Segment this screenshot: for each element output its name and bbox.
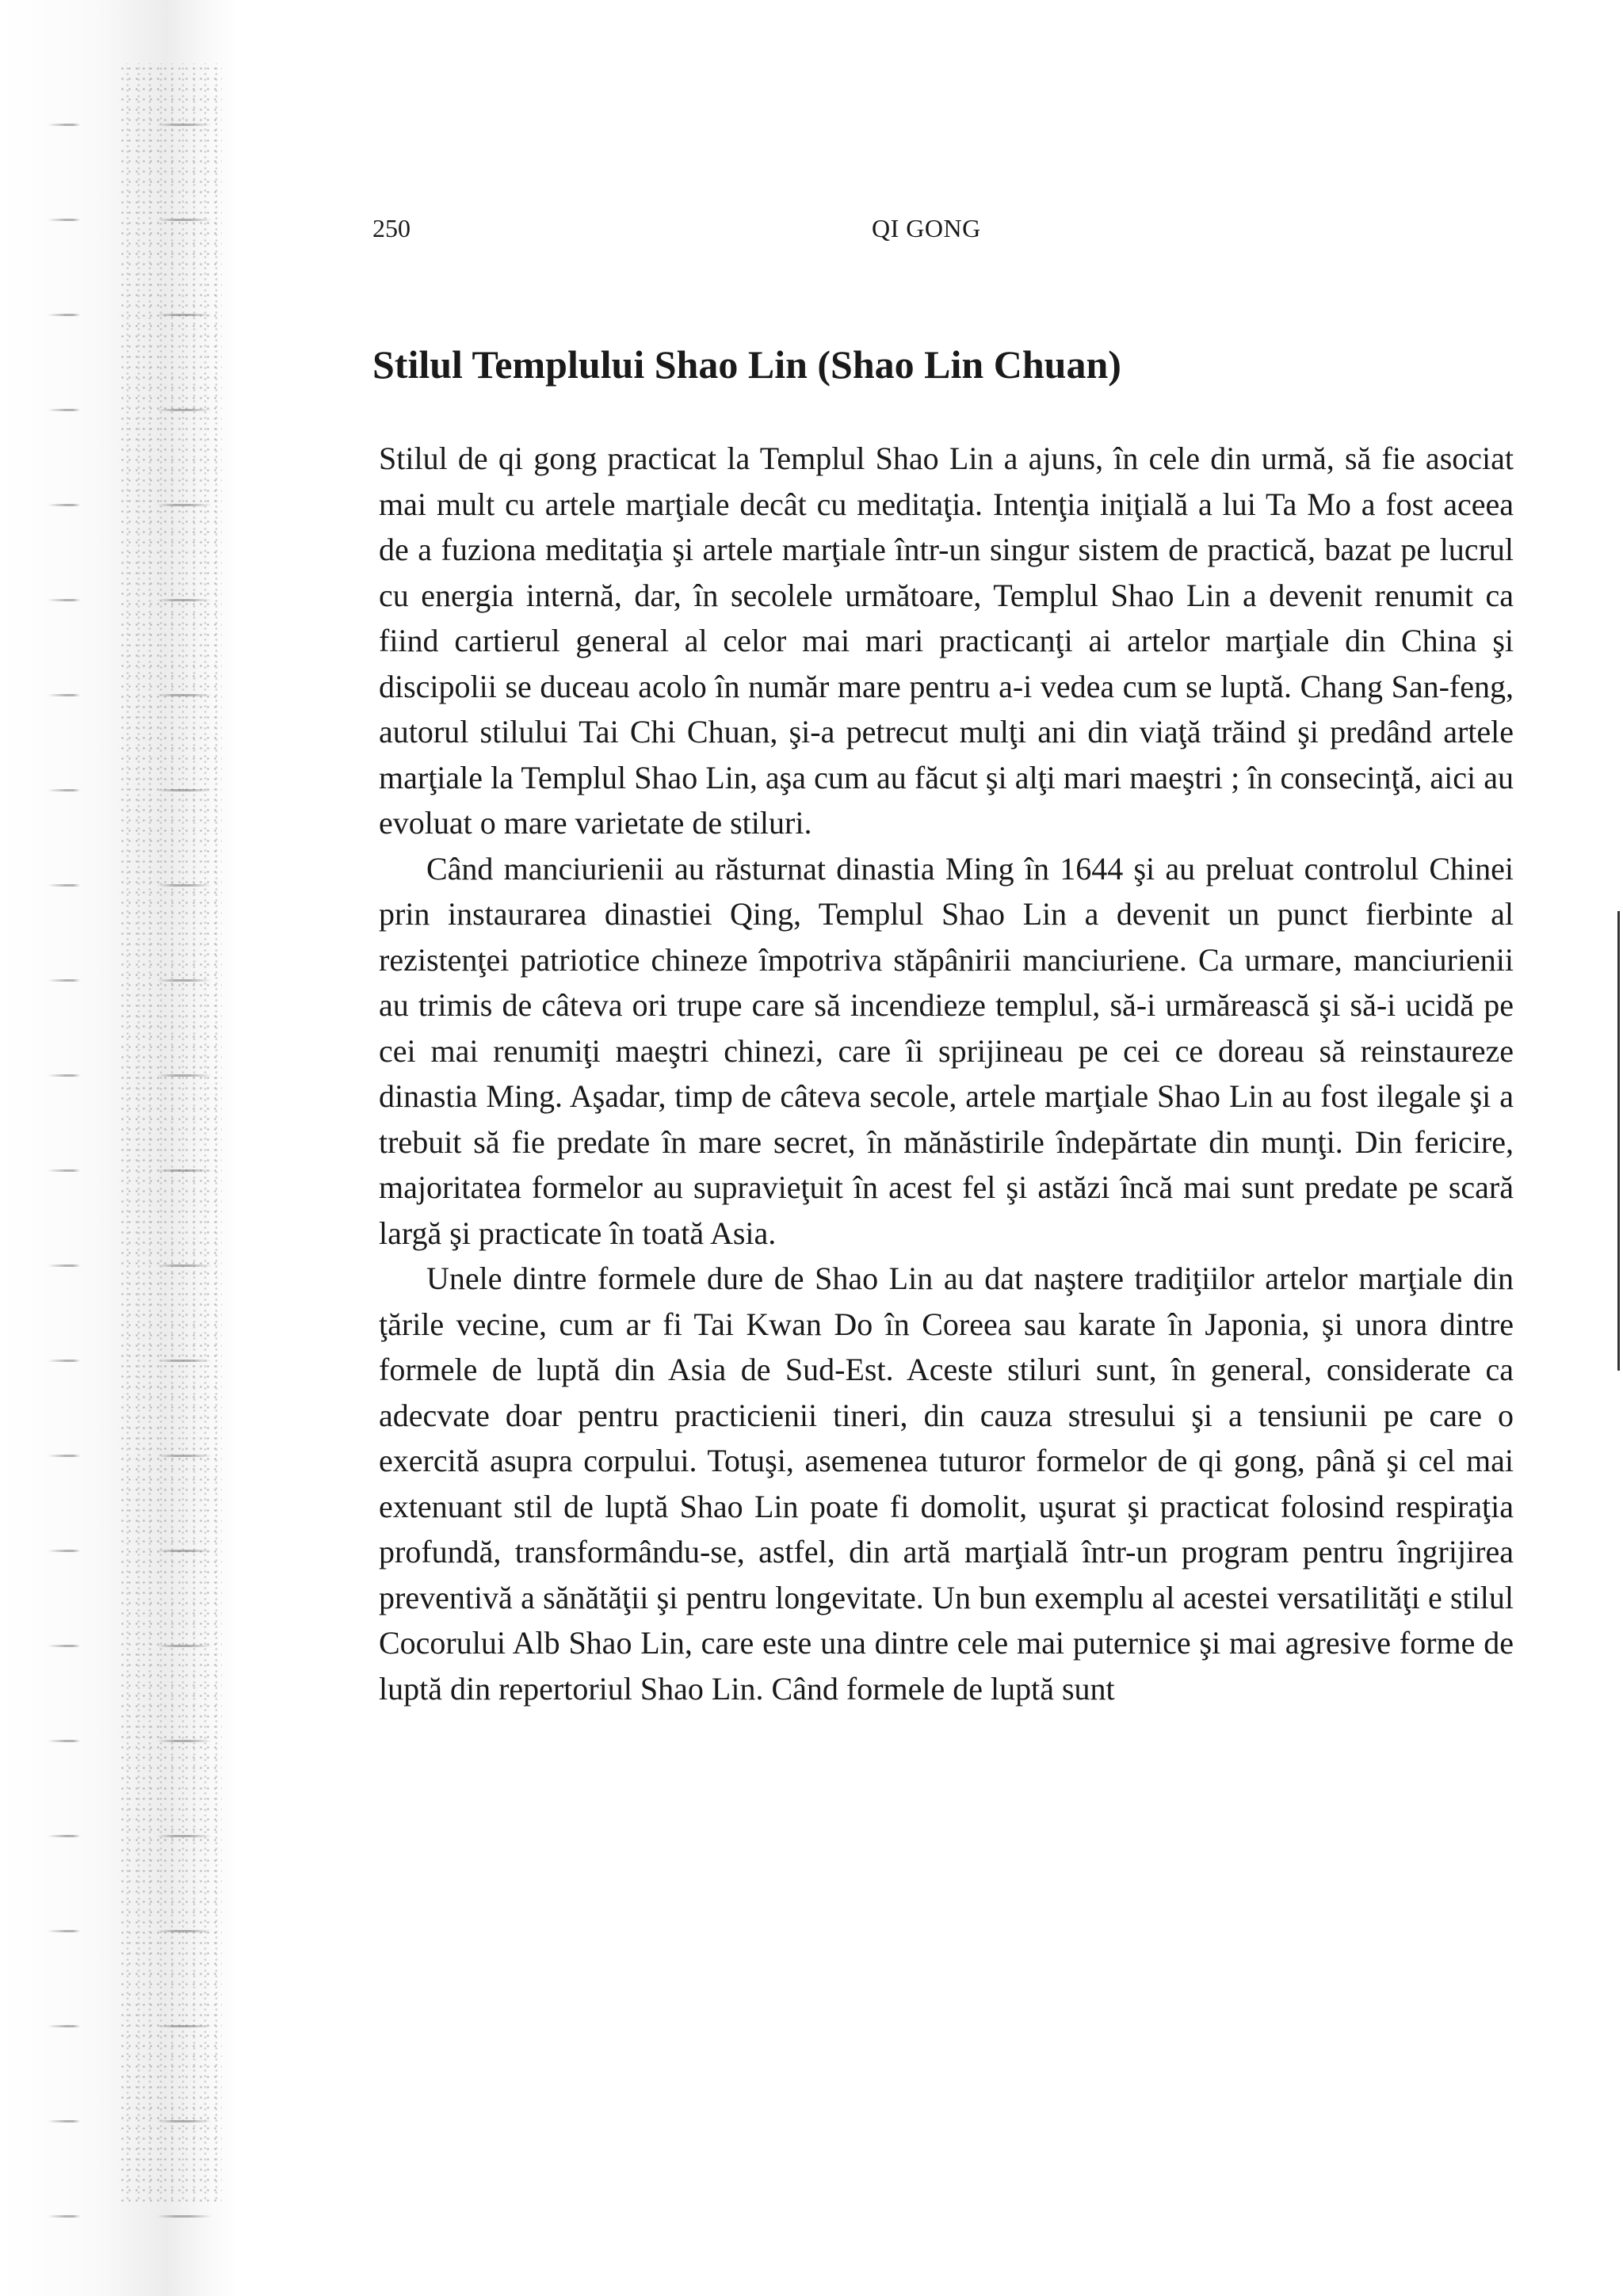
body-text: [379, 436, 1514, 1711]
running-head: QI GONG: [872, 214, 981, 242]
binding-edge-speckle: [119, 63, 222, 2203]
scan-edge-line: [1617, 911, 1620, 1371]
paragraph-3: Unele dintre formele dure de Shao Lin au dat naştere tradiţiilor artelor marţiale din ţările vecine, cum ar fi Tai Kwan Do în Coreea sau karate în Japonia, şi unora dintre formele de luptă din Asia de Sud-Est. Aceste stiluri sunt, în general, considerate ca adecvate doar pentru practicienii tineri, din cauza stresului şi a tensiunii pe care o exercită asupra corpului. Totuşi, asemenea tuturor formelor de qi gong, până şi cel mai extenuant stil de luptă Shao Lin poate fi domolit, uşurat şi practicat folosind respiraţia profundă, transformându-se, astfel, din artă marţială într-un program pentru îngrijirea preventivă a sănătăţii şi pentru longevitate. Un bun exemplu al acestei versatilităţi e stilul Cocorului Alb Shao Lin, care este una dintre cele mai puternice şi mai agresive forme de luptă din repertoriul Shao Lin. Când formele de luptă sunt: [379, 1261, 1514, 1707]
paragraph-1: Stilul de qi gong practicat la Templul Shao Lin a ajuns, în cele din urmă, să fie asociat mai mult cu artele marţiale decât cu meditaţia. Intenţia iniţială a lui Ta Mo a fost aceea de a fuziona meditaţia şi artele marţiale într-un singur sistem de practică, bazat pe lucrul cu energia internă, dar, în secolele următoare, Templul Shao Lin a devenit renumit ca fiind cartierul general al celor mai mari practicanţi ai artelor marţiale din China şi discipolii se duceau acolo în număr mare pentru a-i vedea cum se luptă. Chang San-feng, autorul stilului Tai Chi Chuan, şi-a petrecut mulţi ani din viaţă trăind şi predând artele marţiale la Templul Shao Lin, aşa cum au făcut şi alţi mari maeştri ; în consecinţă, aici au evoluat o mare varietate de stiluri.: [379, 441, 1514, 841]
page-header: [372, 214, 1522, 254]
section-title: Stilul Templului Shao Lin (Shao Lin Chuan): [372, 342, 1121, 387]
paragraph-2: Când manciurienii au răsturnat dinastia Ming în 1644 şi au preluat controlul Chinei prin instaurarea dinastiei Qing, Templul Shao Lin a devenit un punct fierbinte al rezistenţei patriotice chineze împotriva stăpânirii manciuriene. Ca urmare, manciurienii au trimis de câteva ori trupe care să incendieze templul, să-i urmărească şi să-i ucidă pe cei mai renumiţi maeştri chinezi, care îi sprijineau pe cei ce doreau să reinstaureze dinastia Ming. Aşadar, timp de câteva secole, artele marţiale Shao Lin au fost ilegale şi a trebuit să fie predate în mare secret, în mănăstirile îndepărtate din munţi. Din fericire, majoritatea formelor au supravieţuit în acest fel şi astăzi încă mai sunt predate pe scară largă şi practicate în toată Asia.: [379, 850, 1514, 1251]
page-number: 250: [372, 214, 411, 242]
